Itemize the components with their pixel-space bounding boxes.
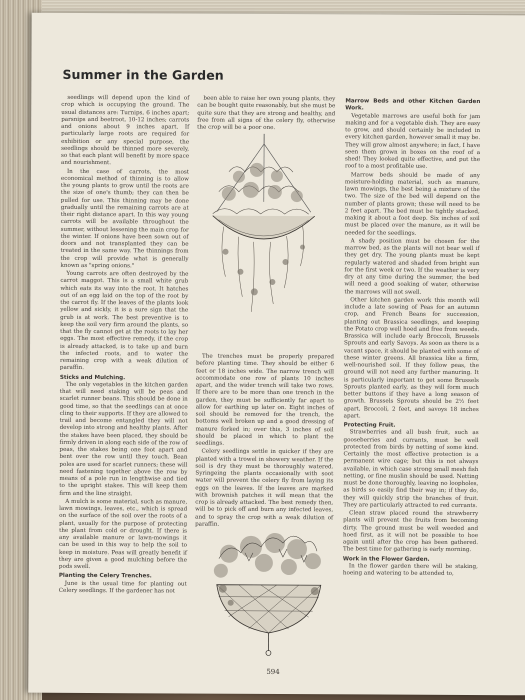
hanging-basket-illustration-top xyxy=(198,132,329,323)
section-heading: Sticks and Mulching. xyxy=(59,374,126,381)
paragraph: Clean straw placed round the strawberry plants will prevent the fruits from becoming dirty. The ground must be well weeded and hoed first, as it will not be possible to hoe again until after the crop has been gathered. The best time for gathering is early morning. xyxy=(342,510,479,554)
paragraph: Young carrots are often destroyed by the carrot maggot. This is a small white grub which eats its way into the root. It hatches out of an egg laid on the top of the root by the carrot fly. If the leaves of the plants look yellow and sickly, it is a sure sign that the grub is at work. The best preventive is to keep the soil very firm around the plants, so that the fly cannot get at the roots to lay her eggs. The most effective remedy, if the crop is already attacked, is to take up and burn the infected roots, and to water the remaining crop with a weak dilution of paraffin. xyxy=(59,270,189,372)
paragraph: The only vegetables in the kitchen garden that will need staking will be peas and scarlet runner beans. This should be done in good time, so that the seedlings can at once cling to their supports. If they are allowed to trail and become entangled they will not develop into strong and healthy plants. After the stakes have been placed, they should be firmly driven in along each side of the row of peas, the stakes being one foot apart and bent over the row until they touch. Bean poles are used for scarlet runners; these will need fastening together above the row by means of a pole run in lengthwise and tied to the upright stakes. This will keep them firm and the line straight. xyxy=(59,381,188,497)
column-2-top xyxy=(197,96,335,134)
paragraph: In the case of carrots, the most economical method of thinning is to allow the young plants to grow until the roots are the size of one's thumb; they can then be pulled for use. This thinning may be done gradually until the remaining carrots are at their right distance apart. In this way young carrots will be available throughout the summer, without lessening the main crop for the winter. If onions have been sown out of doors and not transplanted they can be treated in the same way. The thinnings from the crop will provide what is generally known as "spring onions." xyxy=(60,168,189,269)
paragraph: A shady position must be chosen for the marrow bed, as the plants will not bear well if they get dry. The young plants must be kept regularly watered and shaded from bright sun for the first week or two. If the weather is very dry at any time during the summer, the bed will need a good soaking of water, otherwise the marrows will not swell. xyxy=(344,238,480,296)
column-2-bottom xyxy=(195,354,334,531)
paragraph: The trenches must be properly prepared before planting time. They should be either 6 feet or 18 inches wide. The narrow trench will accommodate one row of plants 10 inches apart, and the wider trench will take two rows. If there are to be more than one trench in the garden, they must be sufficiently far apart to allow for earthing up later on. Eight inches of soil should be removed for the trench, the bottoms well broken up and a good dressing of manure forked in; over this, 3 inches of soil should be placed in which to plant the seedlings. xyxy=(195,353,334,447)
paragraph: In the flower garden there will be staking, hoeing and watering to be attended to, xyxy=(342,563,478,577)
paragraph: been able to raise her own young plants, they can be bought quite reasonably, but she must be quite sure that they are strong and healthy, and free from all signs of the celery fly, otherwise the crop will be a poor one. xyxy=(197,95,336,131)
paragraph: June is the usual time for planting out Celery seedlings. If the gardener has not xyxy=(58,580,187,595)
paragraph: seedlings will depend upon the kind of crop which is occupying the ground. The usual distances are: Turnips, 6 inches apart; parsnips and beetroot, 10-12 inches; carrots and onions about 9 inches apart. If particularly large roots are required for exhibition or any special purpose, the seedlings should be thinned more severely, so that each plant will benefit by more space and nourishment. xyxy=(60,94,190,167)
paragraph: Celery seedlings settle in quicker if they are planted with a trowel in showery weather. If the soil is dry they must be thoroughly watered. Syringeing the plants occasionally with soot water will prevent the celery fly from laying its eggs on the leaves. If the leaves are marked with brownish patches it will mean that the crop is already attacked. The best remedy then, will be to pick off and burn any infected leaves, and to spray the crop with a weak dilution of paraffin. xyxy=(195,448,334,528)
column-3 xyxy=(343,96,481,579)
section-heading: Protecting Fruit. xyxy=(343,422,396,429)
column-1 xyxy=(59,95,190,597)
page-title: Summer in the Garden xyxy=(62,66,224,83)
paragraph: Other kitchen garden work this month will include a late sowing of Peas for an autumn crop, and French Beans for succession, planting out Brassica seedlings, and keeping the Potato crop well hoed and free from weeds. Brassica will include early Broccoli, Brussels Sprouts and early Savoys. As soon as there is a vacant space, it should be planted with some of these winter greens. All brassica like a firm, well-nourished soil. If they follow peas, the ground will not need any further manuring. It is particularly important to get some Brussels Sprouts planted early, as they will form much better buttons if they have a long season of growth. Brussels Sprouts should be 2½ feet apart, Broccoli, 2 feet, and savoys 18 inches apart. xyxy=(343,297,480,420)
section-heading: Marrow Beds and other Kitchen Garden Work. xyxy=(345,98,481,112)
page-number: 594 xyxy=(266,667,280,677)
paragraph: Marrow beds should be made of any moisture-holding material, such as manure, lawn mowings, the best being a mixture of the two. The size of the bed will depend on the number of plants grown; these will need to be 2 feet apart. The bed must be tightly stacked, making it about a foot deep. Six inches of soil must be placed over the manure, as it will be needed for the seedlings. xyxy=(344,171,480,237)
paragraph: Vegetable marrows are useful both for jam making and for a vegetable dish. They are easy to grow, and should certainly be included in every kitchen garden, however small it may be. They will grow almost anywhere; in fact, I have seen them grown in boxes on the roof of a shed! They looked quite effective, and put the roof to a most profitable use. xyxy=(344,112,481,171)
hanging-basket-illustration-bottom xyxy=(208,529,329,660)
book-page xyxy=(28,13,525,696)
paragraph: Strawberries and all bush fruit, such as gooseberries and currants, must be well protected from birds by netting of some kind. Certainly the most effective protection is a permanent wire cage; but this is not always available, in which case strong small mesh fish netting, or fine muslin should be used. Netting must be done thoroughly, leaving no loopholes, as birds so easily find their way in; if they do, they will quickly strip the branches of fruit. They are particularly attracted to red currants. xyxy=(343,429,479,509)
section-heading: Planting the Celery Trenches. xyxy=(58,573,152,580)
section-heading: Work in the Flower Garden. xyxy=(342,555,430,563)
paragraph: A mulch is some material, such as manure, lawn mowings, leaves, etc., which is spread on the surface of the soil over the roots of a plant, usually for the purpose of protecting the plant from cold or drought. If there is any available manure or lawn-mowings it can be used in this way to help the soil to keep in moisture. Peas will greatly benefit if they are given a good mulching before the pods swell. xyxy=(58,498,188,571)
